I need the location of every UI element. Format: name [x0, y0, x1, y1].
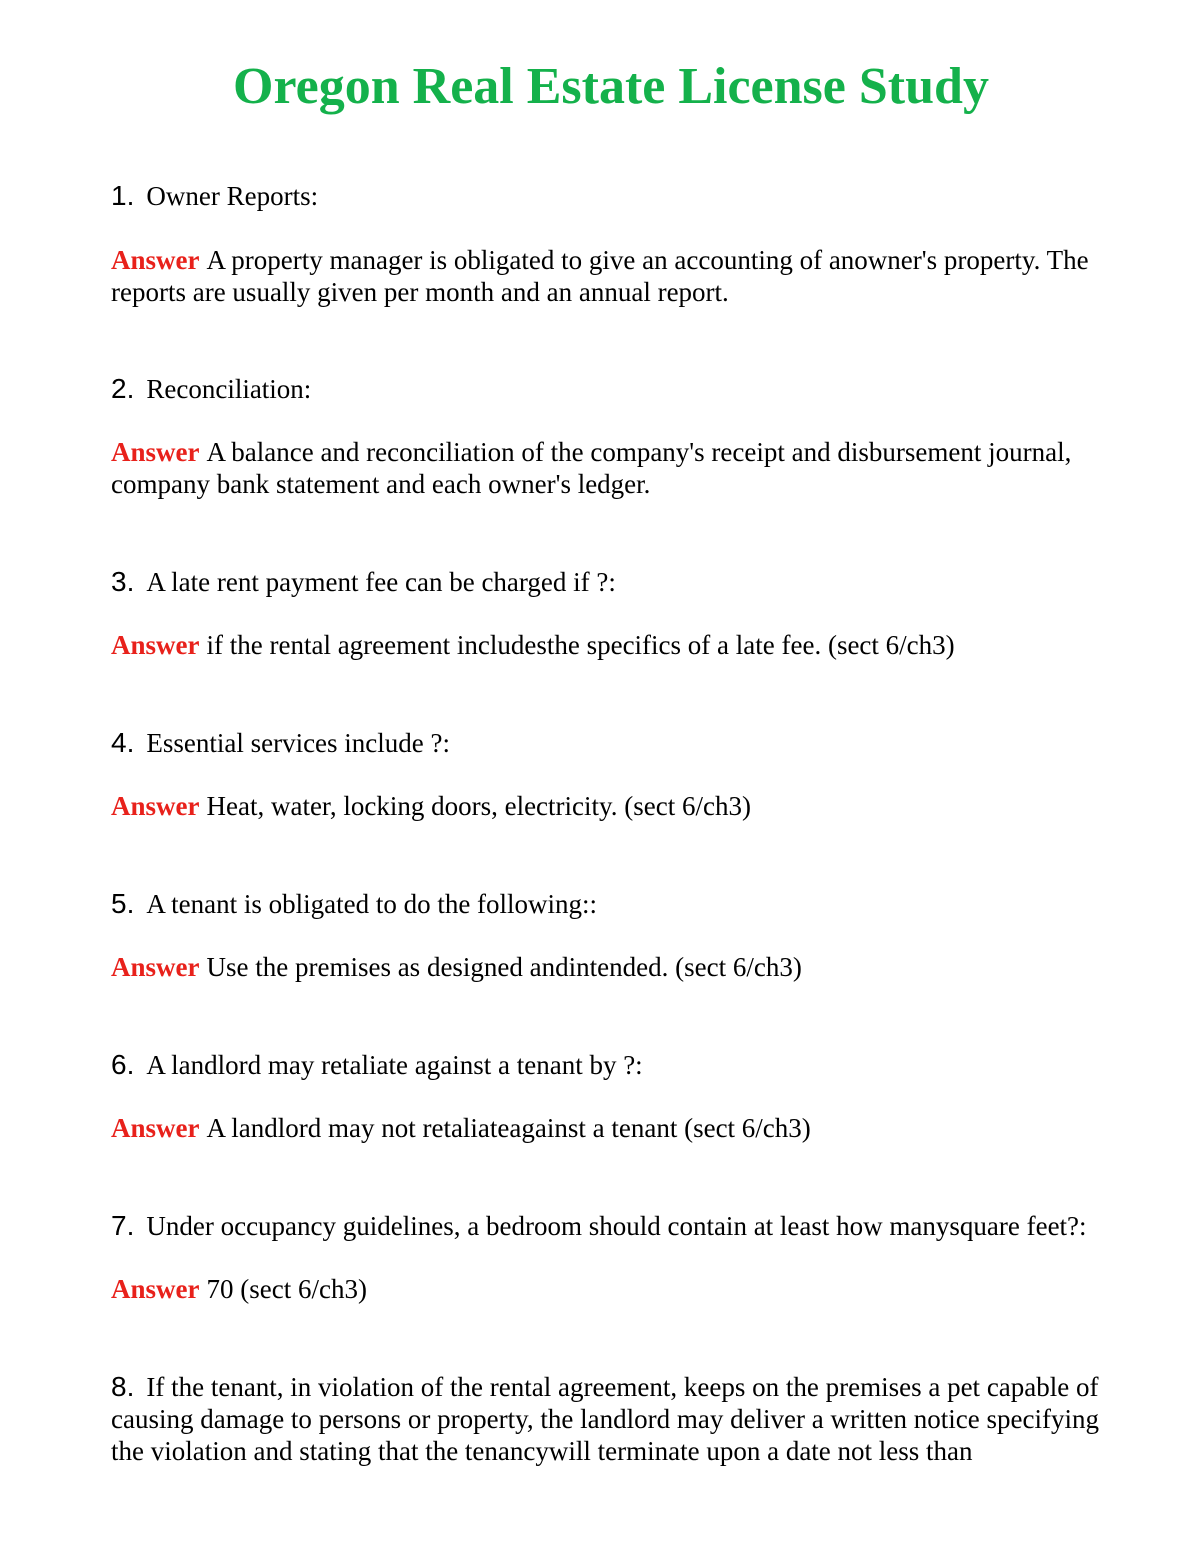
- answer-4: [111, 790, 1111, 822]
- question-number: 7.: [111, 1210, 135, 1241]
- answer-text: Heat, water, locking doors, electricity. (sect 6/ch3): [206, 791, 751, 821]
- question-number: 5.: [111, 888, 135, 919]
- answer-label: Answer: [111, 437, 200, 467]
- question-3: [111, 566, 1111, 598]
- question-number: 3.: [111, 566, 135, 597]
- answer-text: A balance and reconciliation of the company's receipt and disbursement journal, company bank statement and each owner's ledger.: [111, 437, 1072, 499]
- question-6: [111, 1049, 1111, 1081]
- answer-5: [111, 951, 1111, 983]
- question-5: [111, 888, 1111, 920]
- question-number: 6.: [111, 1049, 135, 1080]
- answer-text: 70 (sect 6/ch3): [206, 1274, 367, 1304]
- page-title: Oregon Real Estate License Study: [233, 58, 989, 115]
- question-number: 2.: [111, 373, 135, 404]
- question-text: A tenant is obligated to do the following::: [146, 889, 598, 919]
- answer-text: if the rental agreement includesthe specifics of a late fee. (sect 6/ch3): [206, 630, 955, 660]
- question-text: Owner Reports:: [146, 181, 319, 211]
- question-number: 1.: [111, 180, 135, 211]
- answer-label: Answer: [111, 245, 200, 275]
- answer-label: Answer: [111, 1274, 200, 1304]
- question-text: A landlord may retaliate against a tenant by ?:: [146, 1050, 643, 1080]
- answer-1: [111, 244, 1111, 308]
- question-8: [111, 1371, 1111, 1467]
- answer-label: Answer: [111, 630, 200, 660]
- answer-text: Use the premises as designed andintended. (sect 6/ch3): [206, 952, 802, 982]
- question-text: A late rent payment fee can be charged if ?:: [146, 567, 616, 597]
- answer-label: Answer: [111, 952, 200, 982]
- answer-label: Answer: [111, 791, 200, 821]
- question-number: 8.: [111, 1371, 135, 1402]
- question-4: [111, 727, 1111, 759]
- answer-7: [111, 1273, 1111, 1305]
- question-text: If the tenant, in violation of the rental agreement, keeps on the premises a pet capable of causing damage to persons or property, the landlord may deliver a written notice specifying the violation and stating that the tenancywill terminate upon a date not less than: [111, 1372, 1099, 1466]
- question-number: 4.: [111, 727, 135, 758]
- answer-3: [111, 629, 1111, 661]
- question-text: Essential services include ?:: [146, 728, 451, 758]
- answer-text: A landlord may not retaliateagainst a tenant (sect 6/ch3): [206, 1113, 811, 1143]
- question-7: [111, 1210, 1111, 1242]
- question-2: [111, 373, 1111, 405]
- question-text: Reconciliation:: [146, 374, 312, 404]
- answer-2: [111, 436, 1111, 500]
- answer-text: A property manager is obligated to give an accounting of anowner's property. The reports are usually given per month and an annual report.: [111, 245, 1089, 307]
- answer-6: [111, 1112, 1111, 1144]
- answer-label: Answer: [111, 1113, 200, 1143]
- question-1: [111, 180, 1111, 212]
- question-text: Under occupancy guidelines, a bedroom should contain at least how manysquare feet?:: [146, 1211, 1087, 1241]
